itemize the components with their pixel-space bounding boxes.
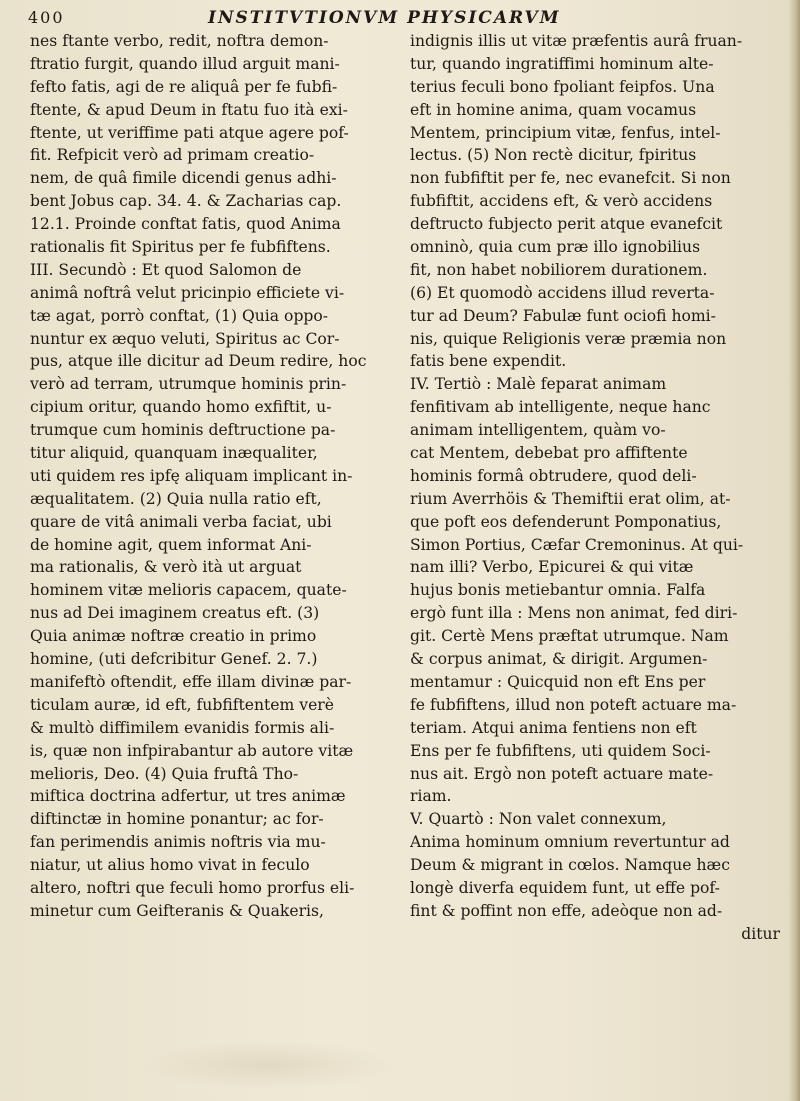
- running-head: [28, 6, 768, 32]
- text-line: titur aliquid, quanquam inæqualiter,: [30, 444, 318, 463]
- text-line: fit. Refpicit verò ad primam creatio-: [30, 146, 315, 165]
- text-line: que poft eos defenderunt Pomponatius,: [410, 512, 722, 531]
- text-line: 12.1. Proinde conftat fatis, quod Anima: [30, 215, 341, 234]
- page-number: 400: [28, 8, 65, 27]
- text-line: & corpus animat, & dirigit. Argumen-: [410, 650, 708, 669]
- text-line: fint & poffint non effe, adeòque non ad-: [410, 901, 723, 920]
- text-line: æqualitatem. (2) Quia nulla ratio eft,: [30, 489, 322, 508]
- text-line: nes ftante verbo, redit, noftra demon-: [30, 32, 329, 50]
- text-line: ergò funt illa : Mens non animat, fed diri-: [410, 604, 738, 623]
- text-line: Deum & migrant in cœlos. Namque hæc: [410, 856, 730, 875]
- text-line: teriam. Atqui anima fentiens non eft: [410, 718, 697, 737]
- text-line: ticulam auræ, id eft, fubfiftentem verè: [30, 695, 334, 714]
- page-edge-shadow: [788, 0, 800, 1101]
- right-column: [410, 30, 780, 946]
- text-line: V. Quartò : Non valet connexum,: [410, 810, 667, 829]
- text-line: is, quæ non infpirabantur ab autore vitæ: [30, 741, 354, 760]
- text-line: (6) Et quomodò accidens illud reverta-: [410, 283, 715, 302]
- text-line: fenfitivam ab intelligente, neque hanc: [410, 398, 711, 417]
- text-line: riam.: [410, 787, 452, 806]
- text-line: Ens per fe fubfiftens, uti quidem Soci-: [410, 741, 711, 760]
- text-line: tæ agat, porrò conftat, (1) Quia oppo-: [30, 306, 329, 325]
- text-line: Mentem, principium vitæ, fenfus, intel-: [410, 123, 721, 142]
- text-line: diftinctæ in homine ponantur; ac for-: [30, 810, 324, 829]
- text-line: longè diverfa equidem funt, ut effe pof-: [410, 878, 720, 897]
- text-line: animâ noftrâ velut pricinpio efficiete vi-: [30, 283, 345, 302]
- text-line: Simon Portius, Cæfar Cremoninus. At qui-: [410, 535, 744, 554]
- text-line: nus ait. Ergò non poteft actuare mate-: [410, 764, 714, 783]
- text-line: hominem vitæ melioris capacem, quate-: [30, 581, 347, 600]
- text-line: melioris, Deo. (4) Quia fruftâ Tho-: [30, 764, 299, 783]
- text-line: fefto fatis, agi de re aliquâ per fe fubfi-: [30, 77, 338, 96]
- text-line: IV. Tertiò : Malè feparat animam: [410, 375, 667, 394]
- text-line: manifeftò oftendit, effe illam divinæ par-: [30, 672, 352, 691]
- text-line: pus, atque ille dicitur ad Deum redire, hoc: [30, 352, 367, 371]
- text-line: rationalis fit Spiritus per fe fubfiftens.: [30, 238, 331, 257]
- text-line: fe fubfiftens, illud non poteft actuare ma-: [410, 695, 737, 714]
- text-line: cipium oritur, quando homo exfiftit, u-: [30, 398, 332, 417]
- text-line: lectus. (5) Non rectè dicitur, fpiritus: [410, 146, 697, 165]
- left-column: [30, 30, 402, 923]
- text-line: ma rationalis, & verò ità ut arguat: [30, 558, 302, 577]
- text-line: mentamur : Quicquid non eft Ens per: [410, 672, 706, 691]
- text-line: Quia animæ noftræ creatio in primo: [30, 627, 317, 646]
- text-line: altero, noftri que feculi homo prorfus eli-: [30, 878, 355, 897]
- text-line: nus ad Dei imaginem creatus eft. (3): [30, 604, 320, 623]
- running-title: INSTITVTIONVM PHYSICARVM: [208, 8, 561, 28]
- text-line: homine, (uti defcribitur Genef. 2. 7.): [30, 650, 318, 669]
- text-line: nis, quique Religionis veræ præmia non: [410, 329, 727, 348]
- text-line: bent Jobus cap. 34. 4. & Zacharias cap.: [30, 192, 342, 211]
- text-line: trumque cum hominis deftructione pa-: [30, 421, 336, 440]
- text-line: uti quidem res ipfę aliquam implicant in-: [30, 466, 353, 485]
- text-line: & multò diffimilem evanidis formis ali-: [30, 718, 335, 737]
- text-line: minetur cum Geifteranis & Quakeris,: [30, 901, 325, 920]
- text-line: Anima hominum omnium revertuntur ad: [410, 833, 730, 852]
- text-line: ftente, & apud Deum in ftatu fuo ità exi-: [30, 100, 348, 119]
- text-line: miftica doctrina adfertur, ut tres animæ: [30, 787, 346, 806]
- text-line: quare de vitâ animali verba faciat, ubi: [30, 512, 332, 531]
- text-line: nam illi? Verbo, Epicurei & qui vitæ: [410, 558, 694, 577]
- text-line: niatur, ut alius homo vivat in feculo: [30, 856, 310, 875]
- text-line: ftratio furgit, quando illud arguit mani-: [30, 54, 340, 73]
- text-line: fubfiftit, accidens eft, & verò accidens: [410, 192, 713, 211]
- text-line: non fubfiftit per fe, nec evanefcit. Si non: [410, 169, 731, 188]
- text-line: terius feculi bono fpoliant feipfos. Una: [410, 77, 715, 96]
- text-line: hominis formâ obtrudere, quod deli-: [410, 466, 697, 485]
- text-line: ftente, ut veriffime pati atque agere pof-: [30, 123, 349, 142]
- text-line: de homine agit, quem informat Ani-: [30, 535, 312, 554]
- text-line: nuntur ex æquo veluti, Spiritus ac Cor-: [30, 329, 340, 348]
- text-line: omninò, quia cum præ illo ignobilius: [410, 238, 701, 257]
- text-line: nem, de quâ fimile dicendi genus adhi-: [30, 169, 337, 188]
- paper-stain: [140, 1040, 400, 1090]
- text-line: git. Certè Mens præftat utrumque. Nam: [410, 627, 729, 646]
- text-line: eft in homine anima, quam vocamus: [410, 100, 697, 119]
- text-line: animam intelligentem, quàm vo-: [410, 421, 666, 440]
- text-line: cat Mentem, debebat pro affiftente: [410, 444, 688, 463]
- text-line: rium Averrhöis & Themiftii erat olim, at-: [410, 489, 731, 508]
- text-line: tur ad Deum? Fabulæ funt ociofi homi-: [410, 306, 716, 325]
- text-line: tur, quando ingratiffimi hominum alte-: [410, 54, 714, 73]
- text-line: fatis bene expendit.: [410, 352, 567, 371]
- text-line: indignis illis ut vitæ præfentis aurâ fruan-: [410, 32, 743, 50]
- text-line: deftructo fubjecto perit atque evanefcit: [410, 215, 723, 234]
- text-line: fit, non habet nobiliorem durationem.: [410, 260, 708, 279]
- text-line: fan perimendis animis noftris via mu-: [30, 833, 326, 852]
- text-line: III. Secundò : Et quod Salomon de: [30, 260, 302, 279]
- text-line: ditur: [741, 924, 780, 943]
- text-line: hujus bonis metiebantur omnia. Falfa: [410, 581, 706, 600]
- text-line: verò ad terram, utrumque hominis prin-: [30, 375, 347, 394]
